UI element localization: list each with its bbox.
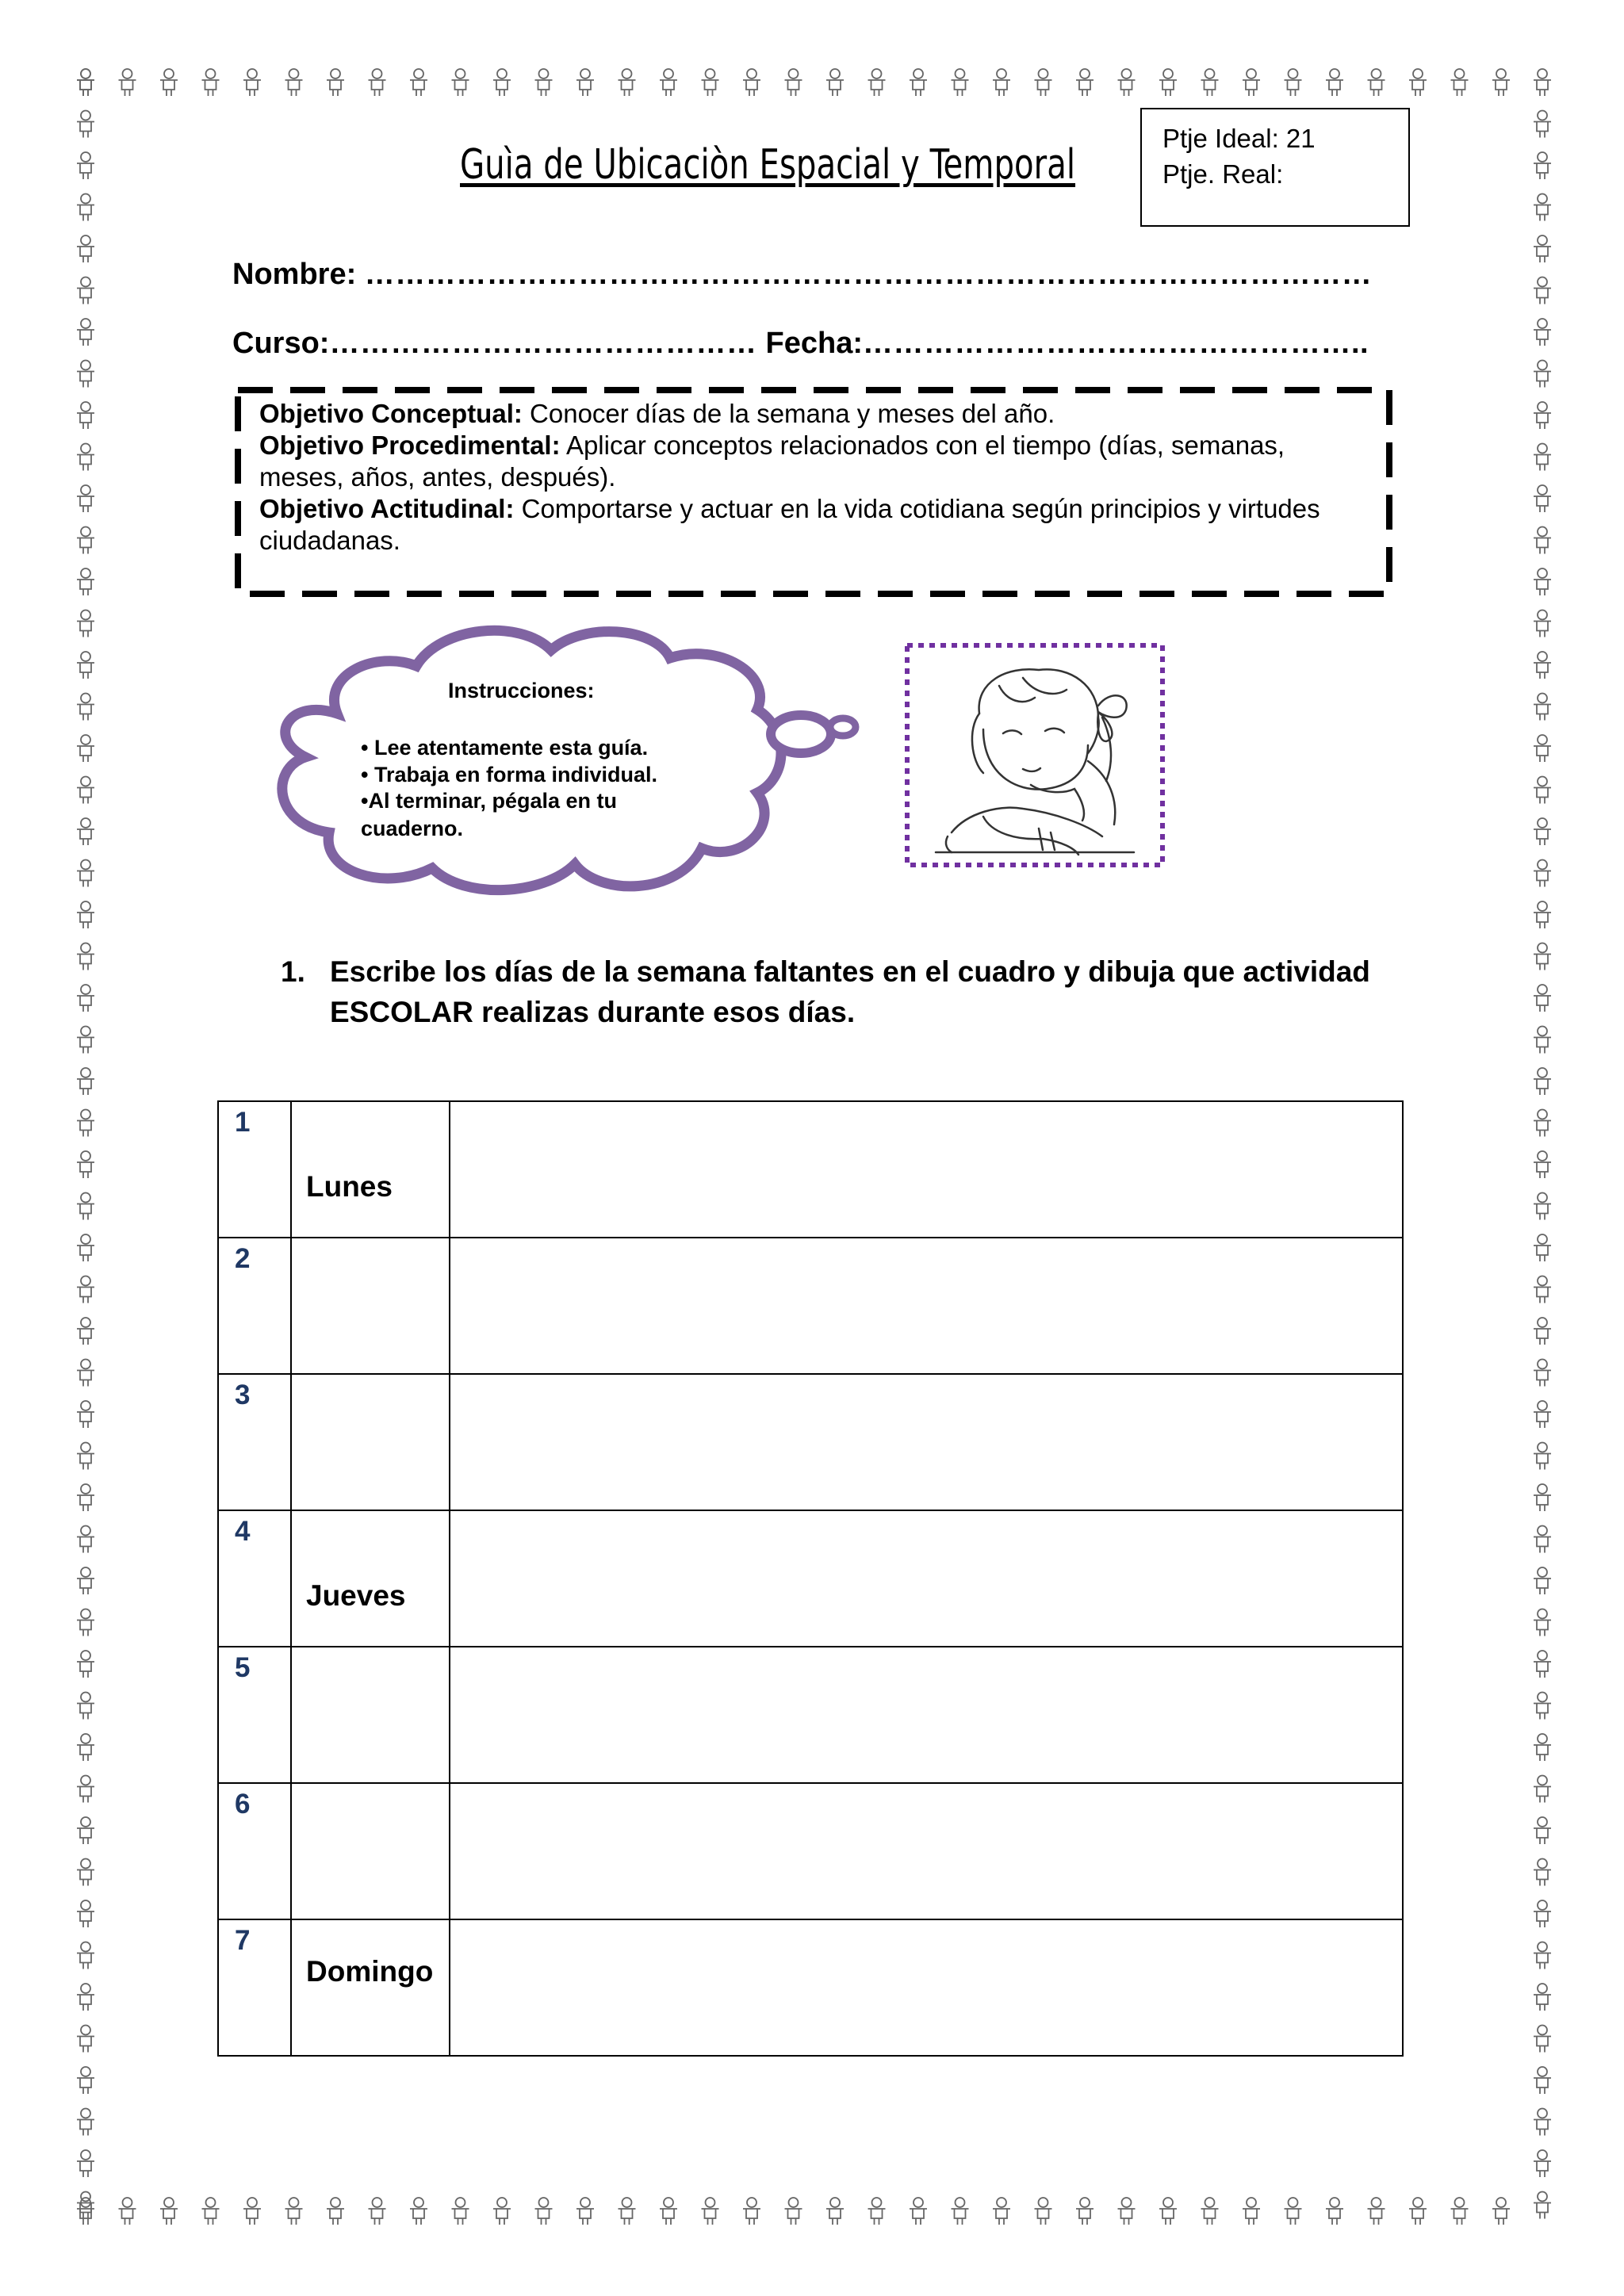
- page-title: Guìa de Ubicaciòn Espacial y Temporal: [460, 141, 1076, 189]
- course-date-line: [232, 327, 1369, 361]
- objective-actitudinal: Objetivo Actitudinal: Comportarse y actuar en la vida cotidiana según principios y virtudes ciudadanas.: [259, 494, 1320, 555]
- name-dots: ………………………………………………………………………………………: [364, 258, 1373, 291]
- days-table: [217, 1100, 1404, 2057]
- cloud-shape: [258, 618, 884, 904]
- day-cell[interactable]: [291, 1783, 450, 1919]
- day-cell[interactable]: [291, 1374, 450, 1510]
- day-cell[interactable]: [291, 1647, 450, 1783]
- table-row: [218, 1101, 1403, 1238]
- score-real: Ptje. Real:: [1162, 159, 1284, 189]
- row-number: 6: [218, 1783, 291, 1919]
- row-number: 3: [218, 1374, 291, 1510]
- instruction-item-4: cuaderno.: [361, 817, 464, 840]
- question-number: 1.: [281, 955, 305, 988]
- day-name: Jueves: [306, 1579, 406, 1612]
- name-field[interactable]: [232, 258, 1372, 292]
- day-name: Domingo: [306, 1955, 434, 1988]
- date-dots[interactable]: …………………………………………..: [863, 327, 1369, 360]
- drawing-cell[interactable]: [450, 1374, 1403, 1510]
- day-cell[interactable]: [291, 1510, 450, 1647]
- score-box: [1140, 108, 1410, 227]
- table-row: [218, 1919, 1403, 2056]
- day-cell[interactable]: [291, 1238, 450, 1374]
- table-row: [218, 1510, 1403, 1647]
- name-label: Nombre:: [232, 258, 357, 291]
- drawing-cell[interactable]: [450, 1783, 1403, 1919]
- question-text: Escribe los días de la semana faltantes en el cuadro y dibuja que actividad ESCOLAR realizas durante esos días.: [330, 955, 1370, 1028]
- instruction-item-2: • Trabaja en forma individual.: [361, 763, 658, 786]
- instruction-item-3: •Al terminar, pégala en tu: [361, 789, 618, 813]
- drawing-cell[interactable]: [450, 1647, 1403, 1783]
- drawing-cell[interactable]: [450, 1919, 1403, 2056]
- course-label: Curso:: [232, 327, 330, 360]
- table-row: [218, 1238, 1403, 1374]
- girl-illustration: [904, 642, 1166, 868]
- row-number: 7: [218, 1919, 291, 2056]
- objective-conceptual: Objetivo Conceptual: Conocer días de la semana y meses del año.: [259, 399, 1055, 428]
- row-number: 5: [218, 1647, 291, 1783]
- objective-procedimental: Objetivo Procedimental: Aplicar conceptos relacionados con el tiempo (días, semanas, meses, años, antes, después).: [259, 430, 1285, 492]
- instruction-item-1: • Lee atentamente esta guía.: [361, 736, 649, 760]
- objectives-text: [259, 398, 1369, 557]
- day-cell[interactable]: [291, 1101, 450, 1238]
- course-dots[interactable]: ……………………………………: [329, 327, 766, 360]
- instructions-title: Instrucciones:: [448, 679, 595, 702]
- row-number: 1: [218, 1101, 291, 1238]
- drawing-cell[interactable]: [450, 1510, 1403, 1647]
- score-ideal: Ptje Ideal: 21: [1162, 124, 1316, 153]
- day-cell[interactable]: [291, 1919, 450, 2056]
- day-name: Lunes: [306, 1170, 393, 1203]
- row-number: 2: [218, 1238, 291, 1374]
- row-number: 4: [218, 1510, 291, 1647]
- table-row: [218, 1647, 1403, 1783]
- instructions-cloud: [258, 618, 884, 904]
- drawing-cell[interactable]: [450, 1238, 1403, 1374]
- table-row: [218, 1783, 1403, 1919]
- objectives-box: [235, 387, 1392, 597]
- drawing-cell[interactable]: [450, 1101, 1403, 1238]
- date-label: Fecha:: [765, 327, 863, 360]
- table-row: [218, 1374, 1403, 1510]
